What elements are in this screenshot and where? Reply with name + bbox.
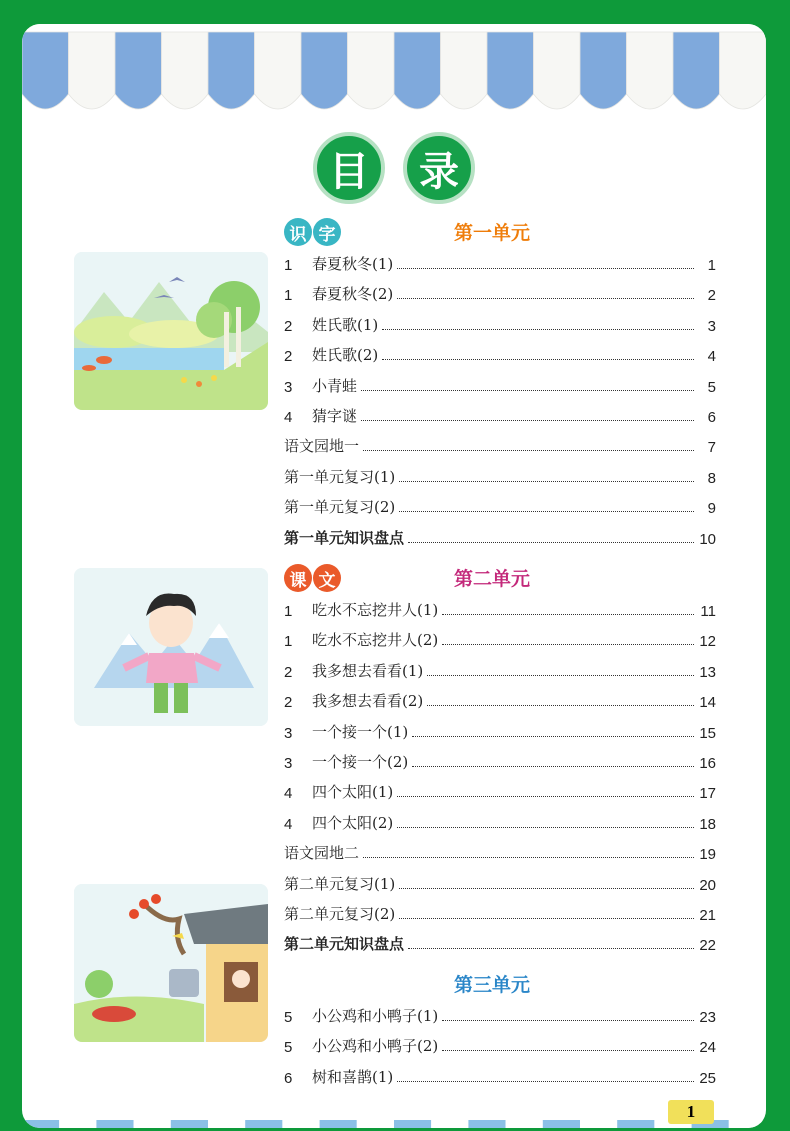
page-ref: 12 [699,633,716,651]
page-ref: 17 [699,785,716,803]
lesson-number: 1 [284,603,293,620]
lesson-number: 5 [284,1039,293,1057]
page-ref: 16 [699,755,716,772]
entry-title: 四个太阳(1) [312,783,394,802]
page-ref: 3 [707,317,716,335]
title-char: 录 [403,132,475,204]
page-ref: 20 [699,876,716,894]
bottom-stripe [468,1120,505,1128]
entry-title: 一个接一个(2) [312,753,409,771]
bottom-stripe [543,1120,580,1128]
entry-title: 姓氏歌(1) [312,315,379,334]
page-title [22,132,766,212]
unit-title: 第二单元 [454,568,531,590]
leader-dots [412,735,694,737]
awning-stripe [673,32,720,109]
unit-heading [284,216,716,246]
bottom-stripe [59,1120,96,1128]
bottom-stripe [617,1120,654,1128]
section-badge: 课 文 [284,564,342,592]
lesson-number: 2 [284,663,293,681]
leader-dots [397,826,694,828]
entry-title: 姓氏歌(2) [312,346,379,365]
page-ref: 18 [699,815,716,833]
awning-stripe [580,32,627,109]
unit-heading [284,968,716,998]
page-ref: 11 [700,603,716,620]
lesson-number: 1 [284,633,293,651]
bottom-stripe [729,1120,766,1128]
page-ref: 6 [707,409,716,426]
toc-entry[interactable] [284,657,716,681]
leader-dots [399,480,694,482]
page-ref: 5 [707,378,716,396]
leader-dots [408,947,694,949]
bottom-stripe [580,1120,617,1128]
leader-dots [427,674,694,676]
awning-stripe [255,32,302,109]
toc-entry[interactable] [284,809,716,833]
page-number: 1 [668,1100,714,1124]
awning-stripe [394,32,441,109]
bottom-stripe [394,1120,431,1128]
lesson-number: 4 [284,409,293,426]
lesson-number: 6 [284,1069,293,1087]
page-ref: 7 [707,439,716,457]
unit-title: 第一单元 [454,222,531,244]
bottom-stripe [208,1120,245,1128]
section-badge: 识 字 [284,218,342,246]
lesson-number: 5 [284,1009,293,1026]
lesson-number: 3 [284,724,293,742]
bottom-stripe [96,1120,133,1128]
toc-entry[interactable] [284,1063,716,1087]
leader-dots [363,856,694,858]
lesson-number: 3 [284,378,293,396]
toc-entry[interactable] [284,687,716,711]
entry-title: 春夏秋冬(1) [312,255,394,273]
entry-title: 春夏秋冬(2) [312,285,394,304]
bottom-stripe [506,1120,543,1128]
toc-entry[interactable] [284,493,716,517]
awning-stripe [69,32,116,109]
toc-entry[interactable] [284,372,716,396]
entry-title: 吃水不忘挖井人(1) [312,601,439,619]
lesson-number: 3 [284,755,293,772]
page-ref: 2 [707,287,716,305]
entry-title: 第一单元复习(2) [284,498,396,517]
toc-entry[interactable] [284,524,716,548]
entry-title: 第一单元复习(1) [284,467,396,486]
boy-illustration [74,568,268,726]
toc-entry[interactable] [284,626,716,650]
bottom-stripe [134,1120,171,1128]
bottom-stripe [171,1120,208,1128]
page-ref: 25 [699,1069,716,1087]
awning-stripe [441,32,488,109]
entry-title: 第二单元复习(2) [284,905,396,923]
page-ref: 22 [699,937,716,955]
page-ref: 8 [707,469,716,487]
toc-entry[interactable] [284,463,716,487]
toc-entry[interactable] [284,402,716,426]
leader-dots [382,328,694,330]
awning-stripe [162,32,209,109]
lesson-number: 1 [284,257,293,274]
toc-entry[interactable] [284,1002,716,1026]
leader-dots [399,917,694,919]
awning-stripe [115,32,162,109]
entry-title: 小青蛙 [312,376,358,395]
bottom-stripe [245,1120,282,1128]
entry-title: 猜字谜 [312,407,358,425]
bottom-stripe [431,1120,468,1128]
awning-stripe [534,32,581,109]
title-char: 目 [313,132,385,204]
leader-dots [412,765,694,767]
page-ref: 19 [699,846,716,864]
leader-dots [382,358,694,360]
entry-title: 吃水不忘挖井人(2) [312,631,439,650]
leader-dots [442,1049,694,1051]
lesson-number: 2 [284,694,293,712]
page-ref: 13 [699,663,716,681]
bottom-stripe [282,1120,319,1128]
awning-decoration [22,24,766,128]
entry-title: 我多想去看看(2) [312,692,424,711]
toc-entry[interactable] [284,748,716,772]
leader-dots [399,887,694,889]
toc-entry[interactable] [284,718,716,742]
lesson-number: 4 [284,815,293,833]
entry-title: 第二单元复习(1) [284,874,396,893]
entry-title: 四个太阳(2) [312,813,394,832]
toc-entry[interactable] [284,1032,716,1056]
bottom-stripe [357,1120,394,1128]
page-ref: 9 [707,500,716,518]
entry-title: 语文园地二 [284,844,360,863]
lesson-number: 1 [284,287,293,305]
bottom-stripe [22,1120,59,1128]
lesson-number: 2 [284,348,293,366]
landscape-illustration [74,252,268,410]
page-ref: 4 [707,348,716,366]
toc-entry[interactable] [284,839,716,863]
leader-dots [442,613,694,615]
toc-entry[interactable] [284,870,716,894]
entry-title: 语文园地一 [284,437,360,456]
toc-entry[interactable] [284,311,716,335]
bottom-stripe [320,1120,357,1128]
page [22,24,766,1128]
awning-stripe [627,32,674,109]
toc-entry[interactable] [284,596,716,620]
unit-title: 第三单元 [454,974,531,996]
lesson-number: 2 [284,317,293,335]
leader-dots [397,297,694,299]
unit-heading [284,562,716,592]
lesson-number: 4 [284,785,293,803]
page-ref: 23 [699,1009,716,1026]
awning-stripe [487,32,534,109]
toc-entry[interactable] [284,432,716,456]
leader-dots [408,541,694,543]
entry-title: 小公鸡和小鸭子(2) [312,1037,439,1056]
leader-dots [397,267,694,269]
leader-dots [399,510,694,512]
toc-entry[interactable] [284,250,716,274]
page-ref: 24 [699,1039,716,1057]
leader-dots [397,795,694,797]
entry-title: 小公鸡和小鸭子(1) [312,1007,439,1025]
toc-entry[interactable] [284,900,716,924]
awning-stripe [720,32,767,109]
entry-title: 第一单元知识盘点 [284,528,405,547]
leader-dots [363,449,694,451]
entry-title: 第二单元知识盘点 [284,935,405,954]
page-ref: 21 [699,907,716,924]
awning-stripe [22,32,69,109]
toc-entry[interactable] [284,280,716,304]
leader-dots [427,704,694,706]
entry-title: 树和喜鹊(1) [312,1067,394,1086]
house-tree-illustration [74,884,268,1042]
toc-entry[interactable] [284,930,716,954]
page-ref: 14 [699,694,716,712]
leader-dots [442,1019,694,1021]
page-ref: 1 [707,257,716,274]
awning-stripe [301,32,348,109]
leader-dots [442,643,694,645]
entry-title: 我多想去看看(1) [312,661,424,680]
bottom-stripe-decoration [22,1120,766,1128]
entry-title: 一个接一个(1) [312,722,409,741]
leader-dots [361,389,694,391]
page-ref: 10 [699,530,716,548]
leader-dots [361,419,694,421]
toc-entry[interactable] [284,778,716,802]
awning-stripe [348,32,395,109]
page-ref: 15 [699,724,716,742]
leader-dots [397,1080,694,1082]
awning-stripe [208,32,255,109]
toc-entry[interactable] [284,341,716,365]
